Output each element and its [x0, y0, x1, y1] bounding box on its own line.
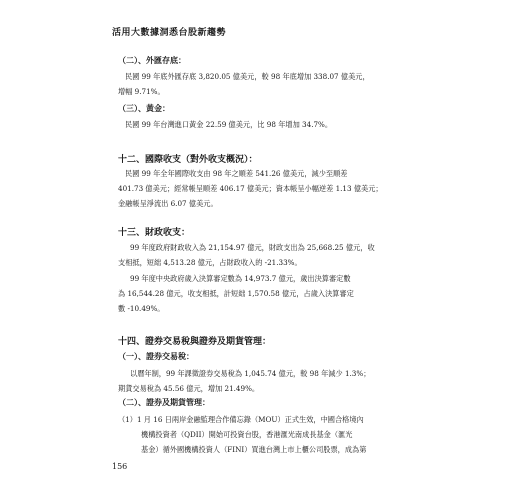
- paragraph-line: 數 -10.49%。: [118, 304, 165, 313]
- subsection-heading-securities-tax: （一）、證券交易稅：: [118, 351, 194, 361]
- paragraph-line: 金融帳呈淨流出 6.07 億美元。: [118, 199, 218, 208]
- section-heading-foreign-reserves: （二）、外匯存底：: [118, 55, 186, 65]
- section-heading-gold: （三）、黃金：: [118, 103, 170, 113]
- paragraph-line: 以曆年制，99 年課徵證券交易稅為 1,045.74 億元，較 98 年減少 1.3%；: [130, 369, 371, 378]
- paragraph-line: 支相抵，短絀 4,513.28 億元，占財政收入的 -21.33%。: [118, 258, 302, 267]
- section-heading-fiscal: 十三、財政收支：: [118, 228, 191, 238]
- paragraph-line: 民國 99 年全年國際收支由 98 年之順差 541.26 億美元，減少至順差: [125, 169, 348, 178]
- paragraph-line: 增幅 9.71%。: [118, 87, 165, 96]
- paragraph-line: 民國 99 年底外匯存底 3,820.05 億美元，較 98 年底增加 338.07 億美元，: [125, 72, 370, 81]
- paragraph-line: 基金）循外國機構投資人（FINI）買進台灣上市上櫃公司股票，成為第: [141, 445, 367, 454]
- paragraph-line: 99 年度中央政府歲入決算審定數為 14,973.7 億元，歲出決算審定數: [130, 274, 351, 283]
- paragraph-line: （1）1 月 16 日兩岸金融監理合作備忘錄（MOU）正式生效，中國合格境內: [118, 415, 364, 424]
- paragraph-line: 401.73 億美元；經常帳呈順差 406.17 億美元；資本帳呈小幅逆差 1.13 億美元；: [118, 184, 383, 193]
- paragraph-line: 為 16,544.28 億元，收支相抵，計短絀 1,570.58 億元，占歲入決算審定: [118, 289, 354, 298]
- section-heading-balance-of-payments: 十二、國際收支（對外收支概況）：: [118, 155, 258, 165]
- paragraph-line: 機構投資者（QDII）開始可投資台股，香港滙光南成長基金（滙光: [141, 430, 353, 439]
- paragraph-line: 民國 99 年台灣進口黃金 22.59 億美元，比 98 年增加 34.7%。: [125, 120, 333, 129]
- subsection-heading-securities-management: （二）、證券及期貨管理：: [118, 397, 210, 407]
- paragraph-line: 期貨交易稅為 45.56 億元，增加 21.49%。: [118, 384, 260, 393]
- section-heading-securities: 十四、證券交易稅與證券及期貨管理：: [118, 337, 272, 347]
- running-header: 活用大數據洞悉台股新趨勢: [112, 28, 227, 38]
- paragraph-line: 99 年度政府財政收入為 21,154.97 億元，財政支出為 25,668.25 億元，收: [130, 243, 375, 252]
- page-number: 156: [112, 462, 128, 471]
